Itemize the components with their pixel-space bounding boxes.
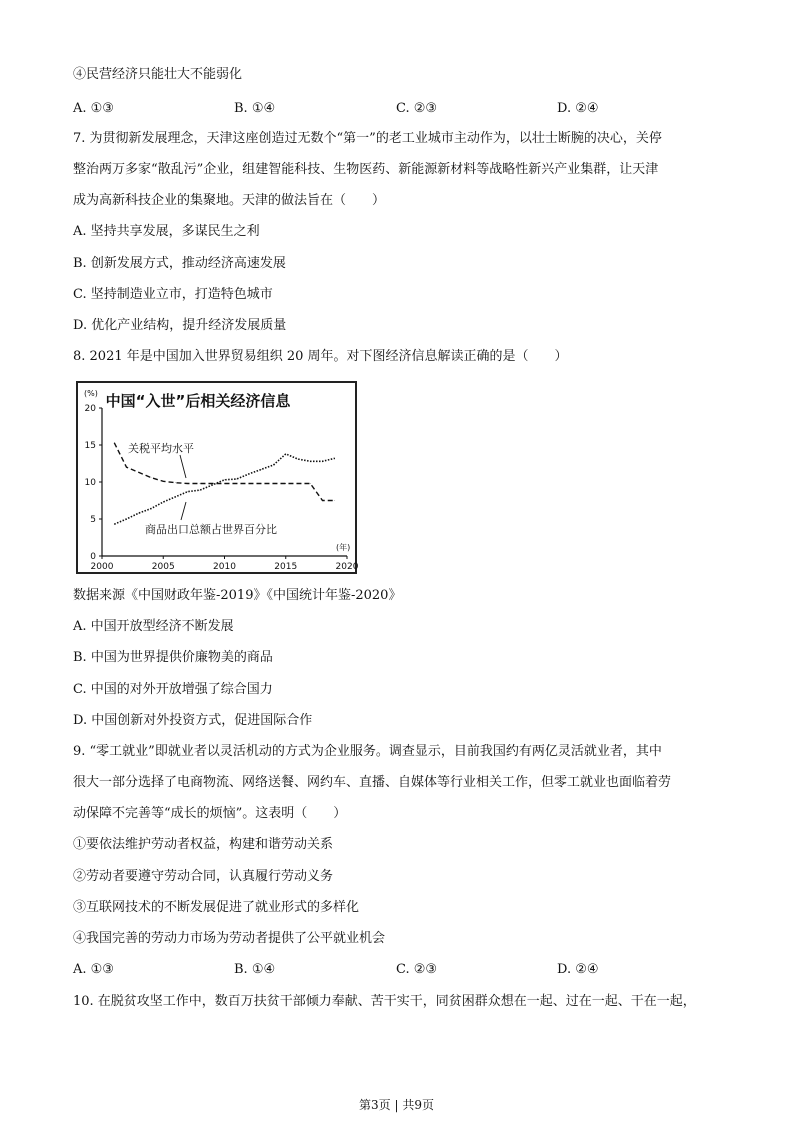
export-share-point bbox=[126, 519, 127, 520]
export-share-point bbox=[151, 508, 152, 509]
x-tick-label: 2005 bbox=[151, 562, 175, 572]
x-tick-label: 2010 bbox=[213, 562, 236, 572]
q8-stem: 8. 2021 年是中国加入世界贸易组织 20 周年。对下图经济信息解读正确的是（ ） bbox=[73, 349, 568, 364]
export-share-point bbox=[322, 461, 323, 462]
q7-stem-line-1: 7. 为贯彻新发展理念，天津这座创造过无数个“第一”的老工业城市主动作为，以壮士断腕的决心，关停 bbox=[73, 131, 662, 146]
tariff-point bbox=[163, 481, 164, 482]
export-share-series-line bbox=[114, 454, 334, 524]
tariff-point bbox=[236, 483, 237, 484]
chart-canvas bbox=[78, 383, 359, 572]
x-tick-label: 2015 bbox=[274, 562, 298, 572]
export-share-point bbox=[163, 502, 164, 503]
tariff-point bbox=[126, 467, 127, 468]
page-footer: 第3页 | 共9页 bbox=[359, 1098, 434, 1112]
q9-option-a[interactable]: A. ①③ bbox=[73, 962, 114, 977]
tariff-point bbox=[334, 500, 335, 501]
y-tick-label: 20 bbox=[84, 404, 96, 414]
series-label-export: 商品出口总额占世界百分比 bbox=[145, 523, 277, 536]
export-share-point bbox=[114, 524, 115, 525]
q9-stem-line-2: 很大一部分选择了电商物流、网络送餐、网约车、直播、自媒体等行业相关工作，但零工就业也面临着劳 bbox=[73, 775, 672, 790]
q9-statement-2: ②劳动者要遵守劳动合同，认真履行劳动义务 bbox=[73, 869, 334, 884]
export-share-point bbox=[249, 474, 250, 475]
export-share-point bbox=[224, 479, 225, 480]
tariff-point bbox=[200, 483, 201, 484]
export-share-point bbox=[212, 485, 213, 486]
q7-option-b[interactable]: B. 创新发展方式，推动经济高速发展 bbox=[73, 256, 286, 271]
q9-statement-4: ④我国完善的劳动力市场为劳动者提供了公平就业机会 bbox=[73, 931, 386, 946]
export-share-point bbox=[334, 458, 335, 459]
export-pointer-line bbox=[181, 502, 186, 520]
tariff-point bbox=[310, 483, 311, 484]
q6-statement-4: ④民营经济只能壮大不能弱化 bbox=[73, 67, 243, 82]
chart-title: 中国“入世”后相关经济信息 bbox=[105, 392, 291, 410]
q9-option-d[interactable]: D. ②④ bbox=[557, 962, 599, 977]
tariff-point bbox=[322, 500, 323, 501]
q7-stem-line-2: 整治两万多家“散乱污”企业，组建智能科技、生物医药、新能源新材料等战略性新兴产业集群，让天津 bbox=[73, 162, 659, 177]
q8-option-c[interactable]: C. 中国的对外开放增强了综合国力 bbox=[73, 682, 273, 697]
q9-statement-1: ①要依法维护劳动者权益，构建和谐劳动关系 bbox=[73, 837, 334, 852]
tariff-point bbox=[151, 477, 152, 478]
q9-statement-3: ③互联网技术的不断发展促进了就业形式的多样化 bbox=[73, 900, 360, 915]
y-tick-label: 0 bbox=[90, 552, 96, 562]
x-tick-label: 2020 bbox=[335, 562, 359, 572]
q7-option-d[interactable]: D. 优化产业结构，提升经济发展质量 bbox=[73, 318, 287, 333]
export-share-point bbox=[298, 459, 299, 460]
y-tick-label: 15 bbox=[84, 441, 96, 451]
q8-option-a[interactable]: A. 中国开放型经济不断发展 bbox=[73, 619, 234, 634]
q6-option-a[interactable]: A. ①③ bbox=[73, 101, 114, 116]
q8-option-d[interactable]: D. 中国创新对外投资方式，促进国际合作 bbox=[73, 713, 313, 728]
y-tick-label: 5 bbox=[90, 515, 96, 525]
chart-y-unit: (%) bbox=[84, 389, 98, 398]
series-label-tariff: 关税平均水平 bbox=[128, 442, 194, 455]
export-share-point bbox=[285, 454, 286, 455]
tariff-point bbox=[261, 483, 262, 484]
export-share-point bbox=[200, 490, 201, 491]
export-share-point bbox=[261, 469, 262, 470]
q8-option-b[interactable]: B. 中国为世界提供价廉物美的商品 bbox=[73, 650, 273, 665]
q6-option-d[interactable]: D. ②④ bbox=[557, 101, 599, 116]
export-share-point bbox=[236, 479, 237, 480]
tariff-point bbox=[224, 483, 225, 484]
q9-stem-line-3: 动保障不完善等“成长的烦恼”。这表明（ ） bbox=[73, 806, 347, 821]
x-tick-label: 2000 bbox=[90, 562, 114, 572]
tariff-point bbox=[114, 442, 115, 443]
q8-data-source: 数据来源《中国财政年鉴-2019》《中国统计年鉴-2020》 bbox=[73, 588, 402, 603]
q7-option-a[interactable]: A. 坚持共享发展，多谋民生之利 bbox=[73, 224, 260, 239]
y-tick-label: 10 bbox=[84, 478, 96, 488]
export-share-point bbox=[273, 465, 274, 466]
export-share-point bbox=[187, 491, 188, 492]
tariff-point bbox=[175, 482, 176, 483]
export-share-point bbox=[310, 461, 311, 462]
q6-option-b[interactable]: B. ①④ bbox=[234, 101, 276, 116]
tariff-point bbox=[138, 472, 139, 473]
tariff-point bbox=[273, 483, 274, 484]
q10-stem-line-1: 10. 在脱贫攻坚工作中，数百万扶贫干部倾力奉献、苦干实干，同贫困群众想在一起、过在一起、干在一起， bbox=[73, 994, 696, 1009]
chart-x-unit: (年) bbox=[336, 543, 351, 552]
q8-chart bbox=[76, 381, 357, 574]
tariff-point bbox=[298, 483, 299, 484]
tariff-point bbox=[249, 483, 250, 484]
q9-option-c[interactable]: C. ②③ bbox=[396, 962, 438, 977]
q9-option-b[interactable]: B. ①④ bbox=[234, 962, 276, 977]
q9-stem-line-1: 9. “零工就业”即就业者以灵活机动的方式为企业服务。调查显示，目前我国约有两亿灵活就业者，其中 bbox=[73, 744, 662, 759]
tariff-point bbox=[285, 483, 286, 484]
export-share-point bbox=[138, 513, 139, 514]
export-share-point bbox=[175, 497, 176, 498]
tariff-point bbox=[187, 483, 188, 484]
tariff-point bbox=[212, 483, 213, 484]
q7-option-c[interactable]: C. 坚持制造业立市，打造特色城市 bbox=[73, 287, 273, 302]
q6-option-c[interactable]: C. ②③ bbox=[396, 101, 438, 116]
tariff-pointer-line bbox=[180, 455, 186, 478]
q7-stem-line-3: 成为高新科技企业的集聚地。天津的做法旨在（ ） bbox=[73, 193, 386, 208]
